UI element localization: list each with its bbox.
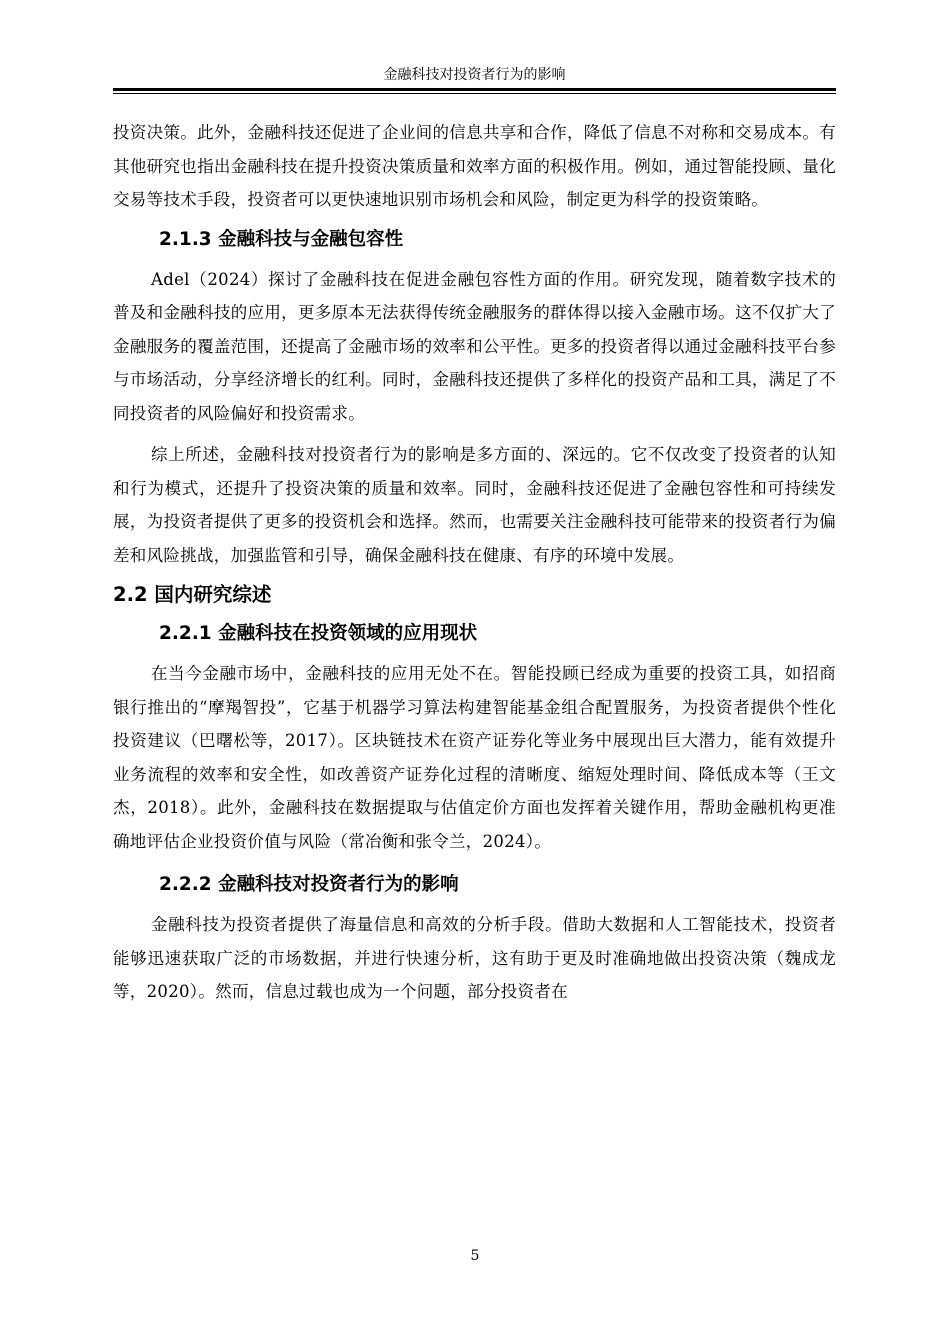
heading-2-2-1: 2.2.1 金融科技在投资领域的应用现状 [159, 623, 478, 644]
paragraph-2-2-2: 金融科技为投资者提供了海量信息和高效的分析手段。借助大数据和人工智能技术，投资者能够迅速获取广泛的市场数据，并进行快速分析，这有助于更及时准确地做出投资决策（魏成龙等，2020）。然而，信息过载也成为一个问题，部分投资者在 [113, 915, 836, 1001]
document-body [113, 116, 836, 1009]
page-number: 5 [470, 1248, 480, 1264]
paragraph-summary: 综上所述，金融科技对投资者行为的影响是多方面的、深远的。它不仅改变了投资者的认知和行为模式，还提升了投资决策的质量和效率。同时，金融科技还促进了金融包容性和可持续发展，为投资者提供了更多的投资机会和选择。然而，也需要关注金融科技可能带来的投资者行为偏差和风险挑战，加强监管和引导，确保金融科技在健康、有序的环境中发展。 [113, 445, 836, 565]
paragraph-2-1-3: Adel（2024）探讨了金融科技在促进金融包容性方面的作用。研究发现，随着数字技术的普及和金融科技的应用，更多原本无法获得传统金融服务的群体得以接入金融市场。这不仅扩大了金融服务的覆盖范围，还提高了金融市场的效率和公平性。更多的投资者得以通过金融科技平台参与市场活动，分享经济增长的红利。同时，金融科技还提供了多样化的投资产品和工具，满足了不同投资者的风险偏好和投资需求。 [113, 269, 836, 423]
paragraph-intro: 投资决策。此外，金融科技还促进了企业间的信息共享和合作，降低了信息不对称和交易成本。有其他研究也指出金融科技在提升投资决策质量和效率方面的积极作用。例如，通过智能投顾、量化交易等技术手段，投资者可以更快速地识别市场机会和风险，制定更为科学的投资策略。 [113, 123, 836, 209]
page-header-title: 金融科技对投资者行为的影响 [383, 67, 566, 83]
heading-2-2: 2.2 国内研究综述 [113, 583, 272, 606]
header-rule-thin [113, 93, 836, 94]
header-rule-thick [113, 88, 836, 91]
heading-2-2-2: 2.2.2 金融科技对投资者行为的影响 [159, 874, 459, 895]
paragraph-2-2-1: 在当今金融市场中，金融科技的应用无处不在。智能投顾已经成为重要的投资工具，如招商银行推出的“摩羯智投”，它基于机器学习算法构建智能基金组合配置服务，为投资者提供个性化投资建议（巴曙松等，2017）。区块链技术在资产证券化等业务中展现出巨大潜力，能有效提升业务流程的效率和安全性，如改善资产证券化过程的清晰度、缩短处理时间、降低成本等（王文杰，2018）。此外，金融科技在数据提取与估值定价方面也发挥着关键作用，帮助金融机构更准确地评估企业投资价值与风险（常冶衡和张令兰，2024）。 [113, 664, 836, 851]
heading-2-1-3: 2.1.3 金融科技与金融包容性 [159, 228, 404, 250]
